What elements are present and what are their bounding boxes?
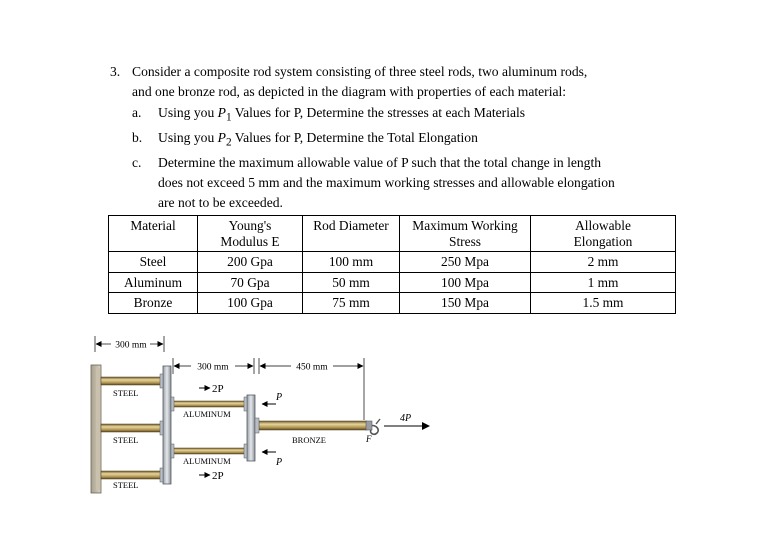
steel-rod-middle xyxy=(101,424,163,432)
item-b-pre: Using you xyxy=(158,129,218,145)
dimension-aluminum xyxy=(173,358,254,374)
item-c-line-2: does not exceed 5 mm and the maximum working stresses and allowable elongation xyxy=(158,174,615,190)
header-diameter: Rod Diameter xyxy=(303,216,400,252)
item-b-label: b. xyxy=(132,129,143,145)
label-aluminum-bottom: ALUMINUM xyxy=(183,456,231,466)
load-p-top xyxy=(262,392,282,404)
steel-rod-top xyxy=(101,377,163,385)
item-b-var: P xyxy=(217,129,226,145)
header-stress: Maximum Working Stress xyxy=(400,216,531,252)
fixed-wall xyxy=(91,365,101,493)
header-elongation: Allowable Elongation xyxy=(531,216,676,252)
end-plate-2 xyxy=(244,395,259,461)
cell-material: Steel xyxy=(109,252,198,273)
item-c-line-3: are not to be exceeded. xyxy=(158,195,283,211)
label-steel-top: STEEL xyxy=(113,388,139,398)
cell-diameter: 50 mm xyxy=(303,272,400,293)
bronze-rod xyxy=(259,421,367,430)
cell-stress: 250 Mpa xyxy=(400,252,531,273)
load-2p-bottom-text: 2P xyxy=(212,470,224,482)
cell-elongation: 1.5 mm xyxy=(531,293,676,314)
intro-line-2: and one bronze rod, as depicted in the diagram with properties of each material: xyxy=(132,84,567,100)
load-p-bottom-text: P xyxy=(276,457,283,468)
cell-elongation: 2 mm xyxy=(531,252,676,273)
item-a-pre: Using you xyxy=(158,104,218,120)
load-p-top-text: P xyxy=(276,392,283,403)
dim-steel-text: 300 mm xyxy=(115,340,147,351)
problem-number: 3. xyxy=(110,64,121,79)
dimension-steel xyxy=(95,336,164,352)
dim-aluminum-text: 300 mm xyxy=(197,362,229,373)
cell-modulus: 100 Gpa xyxy=(198,293,303,314)
cell-elongation: 1 mm xyxy=(531,272,676,293)
item-a-label: a. xyxy=(132,104,142,120)
item-a-post: Values for P, Determine the stresses at each Materials xyxy=(231,104,526,120)
steel-rod-bottom xyxy=(101,471,163,479)
label-steel-bottom: STEEL xyxy=(113,480,139,490)
aluminum-rod-top xyxy=(171,401,247,407)
load-4p-text: 4P xyxy=(400,413,412,424)
item-c-line-1: Determine the maximum allowable value of P such that the total change in length xyxy=(158,154,602,170)
dim-bronze-text: 450 mm xyxy=(296,362,328,373)
cell-modulus: 200 Gpa xyxy=(198,252,303,273)
item-a-var: P xyxy=(217,104,226,120)
intro-line-1: Consider a composite rod system consisting of three steel rods, two aluminum rods, xyxy=(132,64,588,79)
item-c-label: c. xyxy=(132,154,142,170)
header-youngs: Young's Modulus E xyxy=(198,216,303,252)
cell-modulus: 70 Gpa xyxy=(198,272,303,293)
cell-diameter: 75 mm xyxy=(303,293,400,314)
label-bronze: BRONZE xyxy=(292,435,326,445)
label-steel-middle: STEEL xyxy=(113,435,139,445)
load-2p-top-text: 2P xyxy=(212,383,224,395)
load-2p-top xyxy=(199,383,224,395)
hook-icon xyxy=(366,419,380,434)
header-material: Material xyxy=(109,216,198,252)
item-a-sub: 1 xyxy=(225,111,232,124)
load-4p xyxy=(384,413,429,426)
cell-material: Bronze xyxy=(109,293,198,314)
aluminum-rod-bottom xyxy=(171,448,247,454)
item-b-sub: 2 xyxy=(225,136,232,149)
cell-stress: 100 Mpa xyxy=(400,272,531,293)
end-plate-1 xyxy=(160,366,174,484)
label-aluminum-top: ALUMINUM xyxy=(183,409,231,419)
load-p-bottom xyxy=(262,452,282,468)
cell-material: Aluminum xyxy=(109,272,198,293)
item-b-post: Values for P, Determine the Total Elongation xyxy=(231,129,478,145)
cell-diameter: 100 mm xyxy=(303,252,400,273)
load-2p-bottom xyxy=(199,470,224,482)
label-f: F xyxy=(366,434,372,444)
dimension-bronze xyxy=(259,358,364,420)
cell-stress: 150 Mpa xyxy=(400,293,531,314)
